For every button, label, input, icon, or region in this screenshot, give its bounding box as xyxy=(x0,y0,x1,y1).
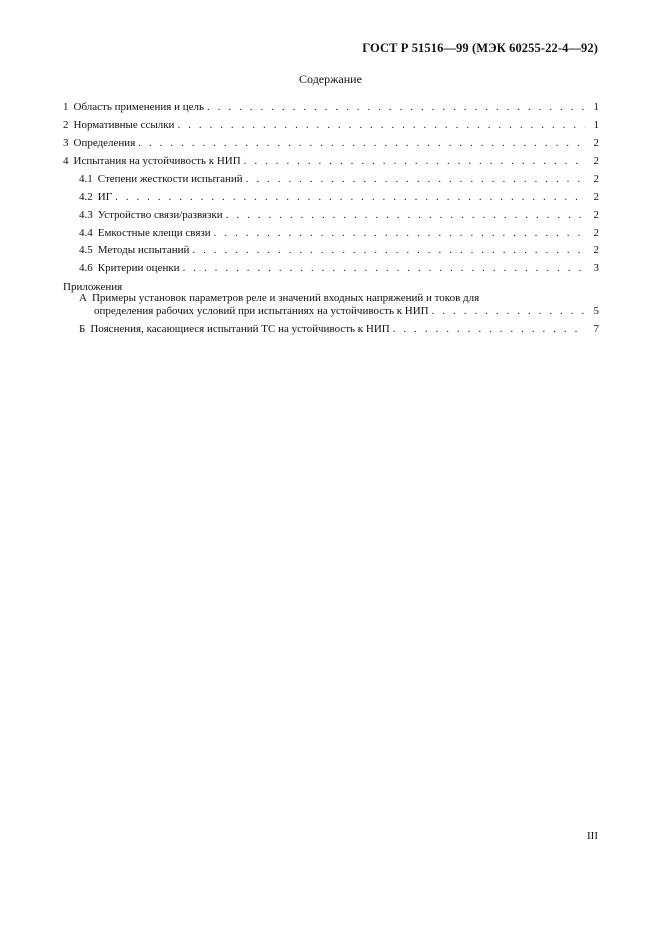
appendix-a-entry[interactable] xyxy=(94,305,599,321)
toc-entry-number: 4.5 xyxy=(79,244,93,256)
dot-leader xyxy=(246,173,585,185)
toc-entry[interactable] xyxy=(63,155,599,171)
appendices-heading: Приложения xyxy=(63,281,123,293)
toc-entry-page: 2 xyxy=(593,227,599,239)
dot-leader xyxy=(432,305,585,317)
appendix-a-first-line[interactable] xyxy=(79,292,479,304)
toc-entry-number: 4.2 xyxy=(79,191,93,203)
toc-subentry[interactable] xyxy=(79,191,599,207)
toc-entry-label: Определения xyxy=(73,137,136,149)
toc-entry-page: 2 xyxy=(593,244,599,256)
toc-entry-label: Область применения и цель xyxy=(73,101,204,113)
dot-leader xyxy=(183,262,585,274)
dot-leader xyxy=(177,119,585,131)
dot-leader xyxy=(244,155,585,167)
toc-entry-page: 2 xyxy=(593,209,599,221)
toc-entry-number: 4 xyxy=(63,155,69,167)
toc-entry-page: 2 xyxy=(593,173,599,185)
toc-entry-number: 1 xyxy=(63,101,69,113)
toc-title: Содержание xyxy=(299,72,362,86)
appendix-title-line2: определения рабочих условий при испытаниях на устойчивость к НИП xyxy=(94,305,429,317)
appendix-page: 7 xyxy=(593,323,599,335)
toc-entry-label: Емкостные клещи связи xyxy=(97,227,211,239)
dot-leader xyxy=(207,101,585,113)
appendix-page: 5 xyxy=(593,305,599,317)
toc-subentry[interactable] xyxy=(79,173,599,189)
toc-entry-label: Методы испытаний xyxy=(97,244,190,256)
toc-entry-number: 4.3 xyxy=(79,209,93,221)
toc-entry[interactable] xyxy=(63,119,599,135)
toc-subentry[interactable] xyxy=(79,244,599,260)
toc-entry-label: Испытания на устойчивость к НИП xyxy=(73,155,241,167)
toc-entry[interactable] xyxy=(63,101,599,117)
toc-entry-label: Критерии оценки xyxy=(97,262,180,274)
toc-entry-label: Степени жесткости испытаний xyxy=(97,173,243,185)
toc-entry-page: 1 xyxy=(593,101,599,113)
toc-entry-label: Устройство связи/развязки xyxy=(97,209,223,221)
toc-entry-number: 4.1 xyxy=(79,173,93,185)
dot-leader xyxy=(138,137,585,149)
appendix-letter: А xyxy=(79,292,87,304)
toc-entry-number: 4.6 xyxy=(79,262,93,274)
toc-entry-number: 4.4 xyxy=(79,227,93,239)
dot-leader xyxy=(115,191,585,203)
toc-subentry[interactable] xyxy=(79,209,599,225)
dot-leader xyxy=(393,323,585,335)
toc-entry-number: 2 xyxy=(63,119,69,131)
appendix-title: Пояснения, касающиеся испытаний ТС на устойчивость к НИП xyxy=(90,323,390,335)
toc-entry-page: 1 xyxy=(593,119,599,131)
toc-entry-page: 2 xyxy=(593,137,599,149)
dot-leader xyxy=(192,244,585,256)
toc-entry-number: 3 xyxy=(63,137,69,149)
page-number: III xyxy=(587,830,598,842)
appendix-b-entry[interactable] xyxy=(79,323,599,339)
appendix-letter: Б xyxy=(79,323,86,335)
toc-entry-page: 2 xyxy=(593,191,599,203)
standard-header: ГОСТ Р 51516—99 (МЭК 60255-22-4—92) xyxy=(362,41,598,55)
toc-entry-page: 2 xyxy=(593,155,599,167)
appendix-title-line1: Примеры установок параметров реле и значений входных напряжений и токов для xyxy=(91,292,480,304)
toc-entry-label: Нормативные ссылки xyxy=(73,119,175,131)
toc-subentry[interactable] xyxy=(79,227,599,243)
toc-entry-page: 3 xyxy=(593,262,599,274)
dot-leader xyxy=(214,227,585,239)
toc-entry[interactable] xyxy=(63,137,599,153)
toc-subentry[interactable] xyxy=(79,262,599,278)
dot-leader xyxy=(226,209,585,221)
toc-entry-label: ИГ xyxy=(97,191,113,203)
